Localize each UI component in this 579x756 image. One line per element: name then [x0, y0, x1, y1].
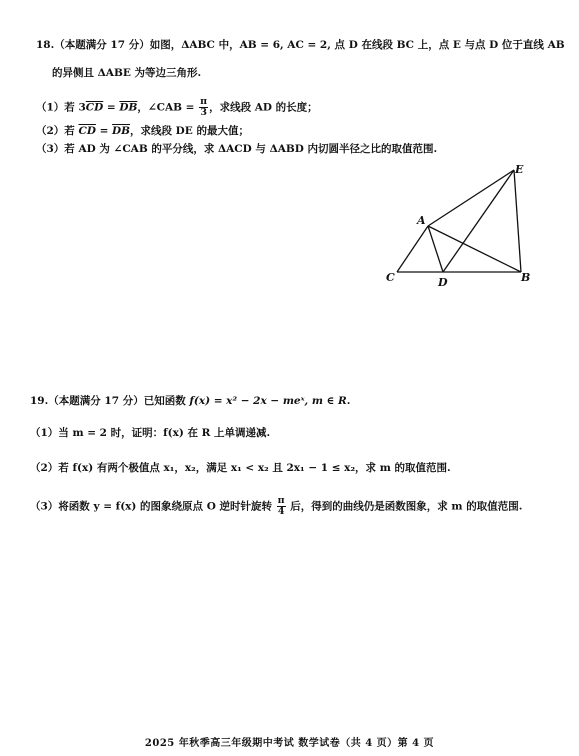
segment-ae [428, 170, 514, 226]
fraction-denominator: 3 [200, 107, 207, 118]
q19-part3 [30, 496, 522, 517]
q19-part3-prefix: （3）将函数 y = f(x) 的图象绕原点 O 逆时针旋转 [30, 500, 276, 513]
q19-header-suffix: . [346, 395, 351, 407]
fraction-numerator: π [277, 495, 285, 506]
q18-header-continued: 的异侧且 ΔABE 为等边三角形. [52, 67, 202, 79]
triangle-figure [383, 160, 533, 290]
q19-part2: （2）若 f(x) 有两个极值点 x₁，x₂，满足 x₁ < x₂ 且 2x₁ − 1 ≤ x₂，求 m 的取值范围. [30, 462, 451, 474]
segment-de [443, 170, 514, 272]
q19-header [30, 394, 350, 408]
page-footer: 2025 年秋季高三年级期中考试 数学试卷（共 4 页）第 4 页 [144, 738, 435, 749]
q18-part2-equals: = [95, 125, 113, 137]
fraction-pi-over-3 [199, 97, 208, 118]
q18-part2-suffix: ，求线段 DE 的最大值； [130, 125, 249, 137]
label-b: B [521, 271, 531, 284]
q18-part1-mid: ，∠CAB = [137, 101, 199, 114]
q19-part1: （1）当 m = 2 时，证明：f(x) 在 R 上单调递减. [30, 427, 271, 439]
label-a: A [417, 214, 426, 227]
q18-part1 [36, 97, 318, 118]
q19-part3-suffix: 后，得到的曲线仍是函数图象，求 m 的取值范围. [286, 500, 523, 513]
q19-header-prefix: 19.（本题满分 17 分）已知函数 [30, 395, 190, 407]
vector-db: $\overline{DB}$ [119, 101, 138, 114]
vector-cd: $\overline{CD}$ [78, 125, 96, 137]
label-e: E [515, 163, 524, 176]
q18-part1-suffix: ，求线段 AD 的长度； [209, 101, 318, 114]
segment-ac [397, 226, 428, 272]
q19-function: f(x) = x² − 2x − meˣ, m ∈ R [189, 395, 347, 407]
label-c: C [386, 271, 395, 284]
segment-eb [514, 170, 521, 272]
q18-part1-prefix: （1）若 3 [36, 101, 86, 114]
q18-part2 [36, 124, 249, 138]
fraction-numerator: π [200, 96, 208, 107]
fraction-pi-over-4 [277, 496, 286, 517]
q18-header: 18.（本题满分 17 分）如图，ΔABC 中，AB = 6, AC = 2, 点 D 在线段 BC 上，点 E 与点 D 位于直线 AB [36, 39, 565, 51]
q18-part3: （3）若 AD 为 ∠CAB 的平分线，求 ΔACD 与 ΔABD 内切圆半径之比的取值范围. [36, 143, 438, 155]
vector-db: $\overline{DB}$ [112, 125, 131, 137]
vector-cd: $\overline{CD}$ [85, 101, 104, 114]
segment-ab [428, 226, 521, 272]
label-d: D [438, 276, 448, 289]
q18-part1-equals: = [103, 101, 120, 114]
q18-part2-prefix: （2）若 [36, 125, 79, 137]
fraction-denominator: 4 [277, 506, 285, 517]
